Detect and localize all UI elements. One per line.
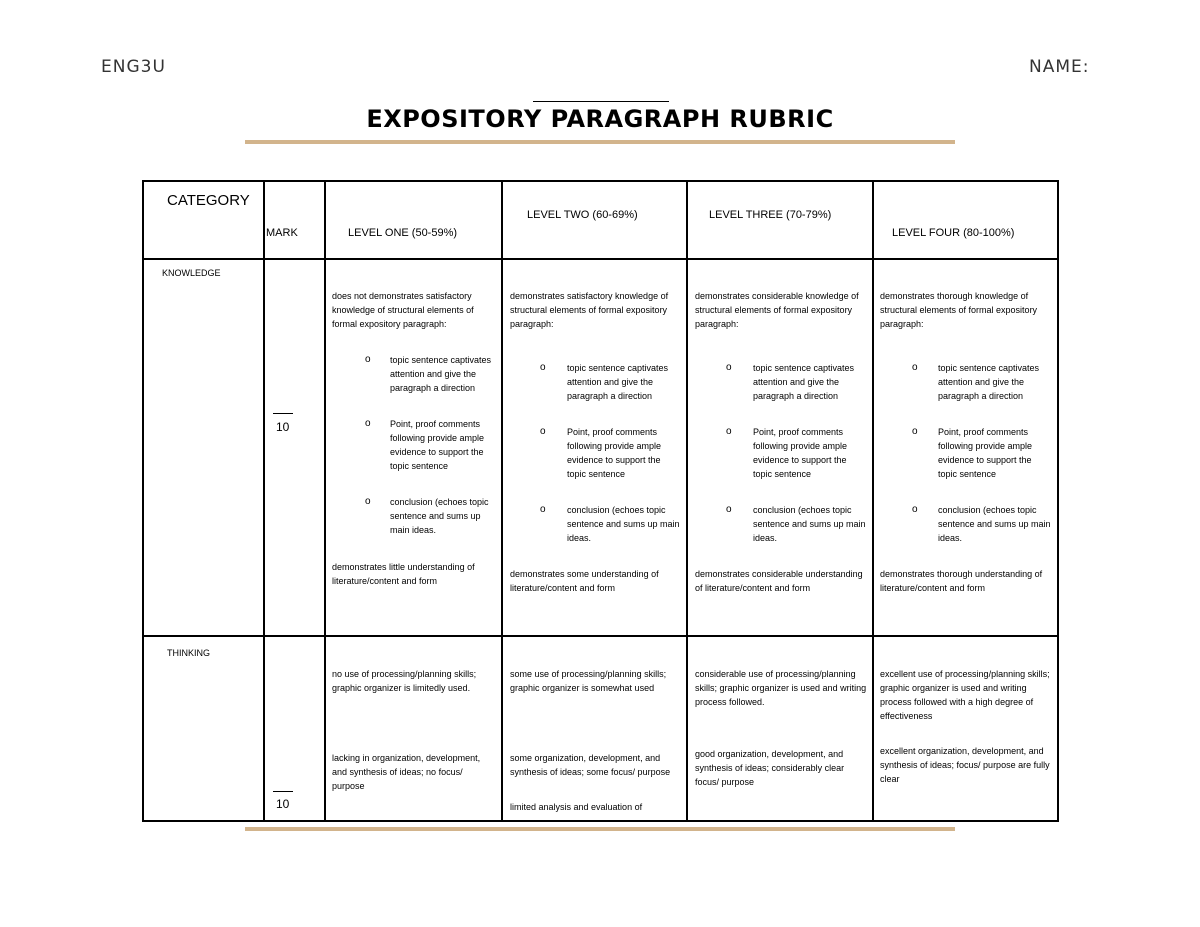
knowledge-l3-understanding: demonstrates considerable understanding of literature/content and form bbox=[695, 569, 863, 593]
thinking-l2-extra: limited analysis and evaluation of bbox=[510, 802, 643, 812]
knowledge-l4-understanding: demonstrates thorough understanding of literature/content and form bbox=[880, 569, 1043, 593]
thinking-l1-organization: lacking in organization, development, and synthesis of ideas; no focus/ purpose bbox=[332, 753, 481, 791]
knowledge-mark: 10 bbox=[276, 420, 290, 434]
bullet-icon: o bbox=[726, 426, 732, 437]
knowledge-category: KNOWLEDGE bbox=[162, 268, 221, 278]
knowledge-l3-bullet: conclusion (echoes topic sentence and sums up main ideas. bbox=[753, 505, 866, 543]
table-border-top bbox=[142, 180, 1059, 182]
knowledge-l1-intro: does not demonstrates satisfactory knowledge of structural elements of formal expository paragraph: bbox=[332, 291, 474, 329]
thinking-l3-planning: considerable use of processing/planning skills; graphic organizer is used and writing process followed. bbox=[695, 669, 867, 707]
course-code: ENG3U bbox=[101, 57, 166, 77]
knowledge-l1-understanding: demonstrates little understanding of literature/content and form bbox=[332, 562, 475, 586]
name-underline bbox=[533, 101, 669, 102]
knowledge-l4-bullet: topic sentence captivates attention and give the paragraph a direction bbox=[938, 363, 1040, 401]
bullet-icon: o bbox=[912, 504, 918, 515]
table-row-divider bbox=[142, 635, 1059, 637]
page-title: EXPOSITORY PARAGRAPH RUBRIC bbox=[366, 105, 834, 133]
knowledge-l3-bullet: Point, proof comments following provide ample evidence to support the topic sentence bbox=[753, 427, 848, 479]
knowledge-l2-intro: demonstrates satisfactory knowledge of structural elements of formal expository paragraph: bbox=[510, 291, 669, 329]
bullet-icon: o bbox=[912, 426, 918, 437]
bullet-icon: o bbox=[365, 496, 371, 507]
level-two-header: LEVEL TWO (60-69%) bbox=[527, 209, 638, 221]
knowledge-l4-intro: demonstrates thorough knowledge of structural elements of formal expository paragraph: bbox=[880, 291, 1038, 329]
bullet-icon: o bbox=[726, 504, 732, 515]
table-col-divider bbox=[501, 181, 503, 821]
top-divider bbox=[245, 140, 955, 144]
table-col-divider bbox=[324, 181, 326, 821]
level-four-header: LEVEL FOUR (80-100%) bbox=[892, 227, 1015, 239]
table-border-right bbox=[1057, 181, 1059, 821]
level-one-header: LEVEL ONE (50-59%) bbox=[348, 227, 458, 239]
bullet-icon: o bbox=[540, 362, 546, 373]
bullet-icon: o bbox=[365, 354, 371, 365]
bullet-icon: o bbox=[912, 362, 918, 373]
table-border-bottom bbox=[142, 820, 1059, 822]
level-three-header: LEVEL THREE (70-79%) bbox=[709, 209, 832, 221]
knowledge-l2-bullet: topic sentence captivates attention and give the paragraph a direction bbox=[567, 363, 669, 401]
table-row-divider bbox=[142, 258, 1059, 260]
thinking-l2-planning: some use of processing/planning skills; graphic organizer is somewhat used bbox=[510, 669, 667, 693]
bullet-icon: o bbox=[540, 426, 546, 437]
knowledge-l2-understanding: demonstrates some understanding of literature/content and form bbox=[510, 569, 659, 593]
knowledge-l3-intro: demonstrates considerable knowledge of structural elements of formal expository paragraph: bbox=[695, 291, 859, 329]
table-col-divider bbox=[686, 181, 688, 821]
bullet-icon: o bbox=[365, 418, 371, 429]
knowledge-l4-bullet: conclusion (echoes topic sentence and sums up main ideas. bbox=[938, 505, 1051, 543]
knowledge-l3-bullet: topic sentence captivates attention and give the paragraph a direction bbox=[753, 363, 855, 401]
knowledge-l1-bullet: topic sentence captivates attention and give the paragraph a direction bbox=[390, 355, 492, 393]
knowledge-l1-bullet: conclusion (echoes topic sentence and sums up main ideas. bbox=[390, 497, 489, 535]
bottom-divider bbox=[245, 827, 955, 831]
table-border-left bbox=[142, 181, 144, 821]
name-label: NAME: bbox=[1029, 57, 1090, 77]
knowledge-l2-bullet: Point, proof comments following provide ample evidence to support the topic sentence bbox=[567, 427, 662, 479]
knowledge-mark-blank bbox=[273, 413, 293, 414]
bullet-icon: o bbox=[540, 504, 546, 515]
thinking-mark: 10 bbox=[276, 797, 290, 811]
mark-header: MARK bbox=[266, 227, 298, 239]
thinking-l2-organization: some organization, development, and synthesis of ideas; some focus/ purpose bbox=[510, 753, 671, 777]
bullet-icon: o bbox=[726, 362, 732, 373]
thinking-l4-organization: excellent organization, development, and synthesis of ideas; focus/ purpose are fully clear bbox=[880, 746, 1050, 784]
table-col-divider bbox=[263, 181, 265, 821]
thinking-l4-planning: excellent use of processing/planning skills; graphic organizer is used and writing process followed with a high degree of effectiveness bbox=[880, 669, 1050, 721]
knowledge-l2-bullet: conclusion (echoes topic sentence and sums up main ideas. bbox=[567, 505, 680, 543]
thinking-l1-planning: no use of processing/planning skills; graphic organizer is limitedly used. bbox=[332, 669, 477, 693]
knowledge-l1-bullet: Point, proof comments following provide ample evidence to support the topic sentence bbox=[390, 419, 485, 471]
table-col-divider bbox=[872, 181, 874, 821]
thinking-category: THINKING bbox=[167, 648, 211, 658]
category-header: CATEGORY bbox=[167, 192, 250, 209]
knowledge-l4-bullet: Point, proof comments following provide ample evidence to support the topic sentence bbox=[938, 427, 1033, 479]
thinking-l3-organization: good organization, development, and synthesis of ideas; considerably clear focus/ purpose bbox=[695, 749, 845, 787]
thinking-mark-blank bbox=[273, 791, 293, 792]
